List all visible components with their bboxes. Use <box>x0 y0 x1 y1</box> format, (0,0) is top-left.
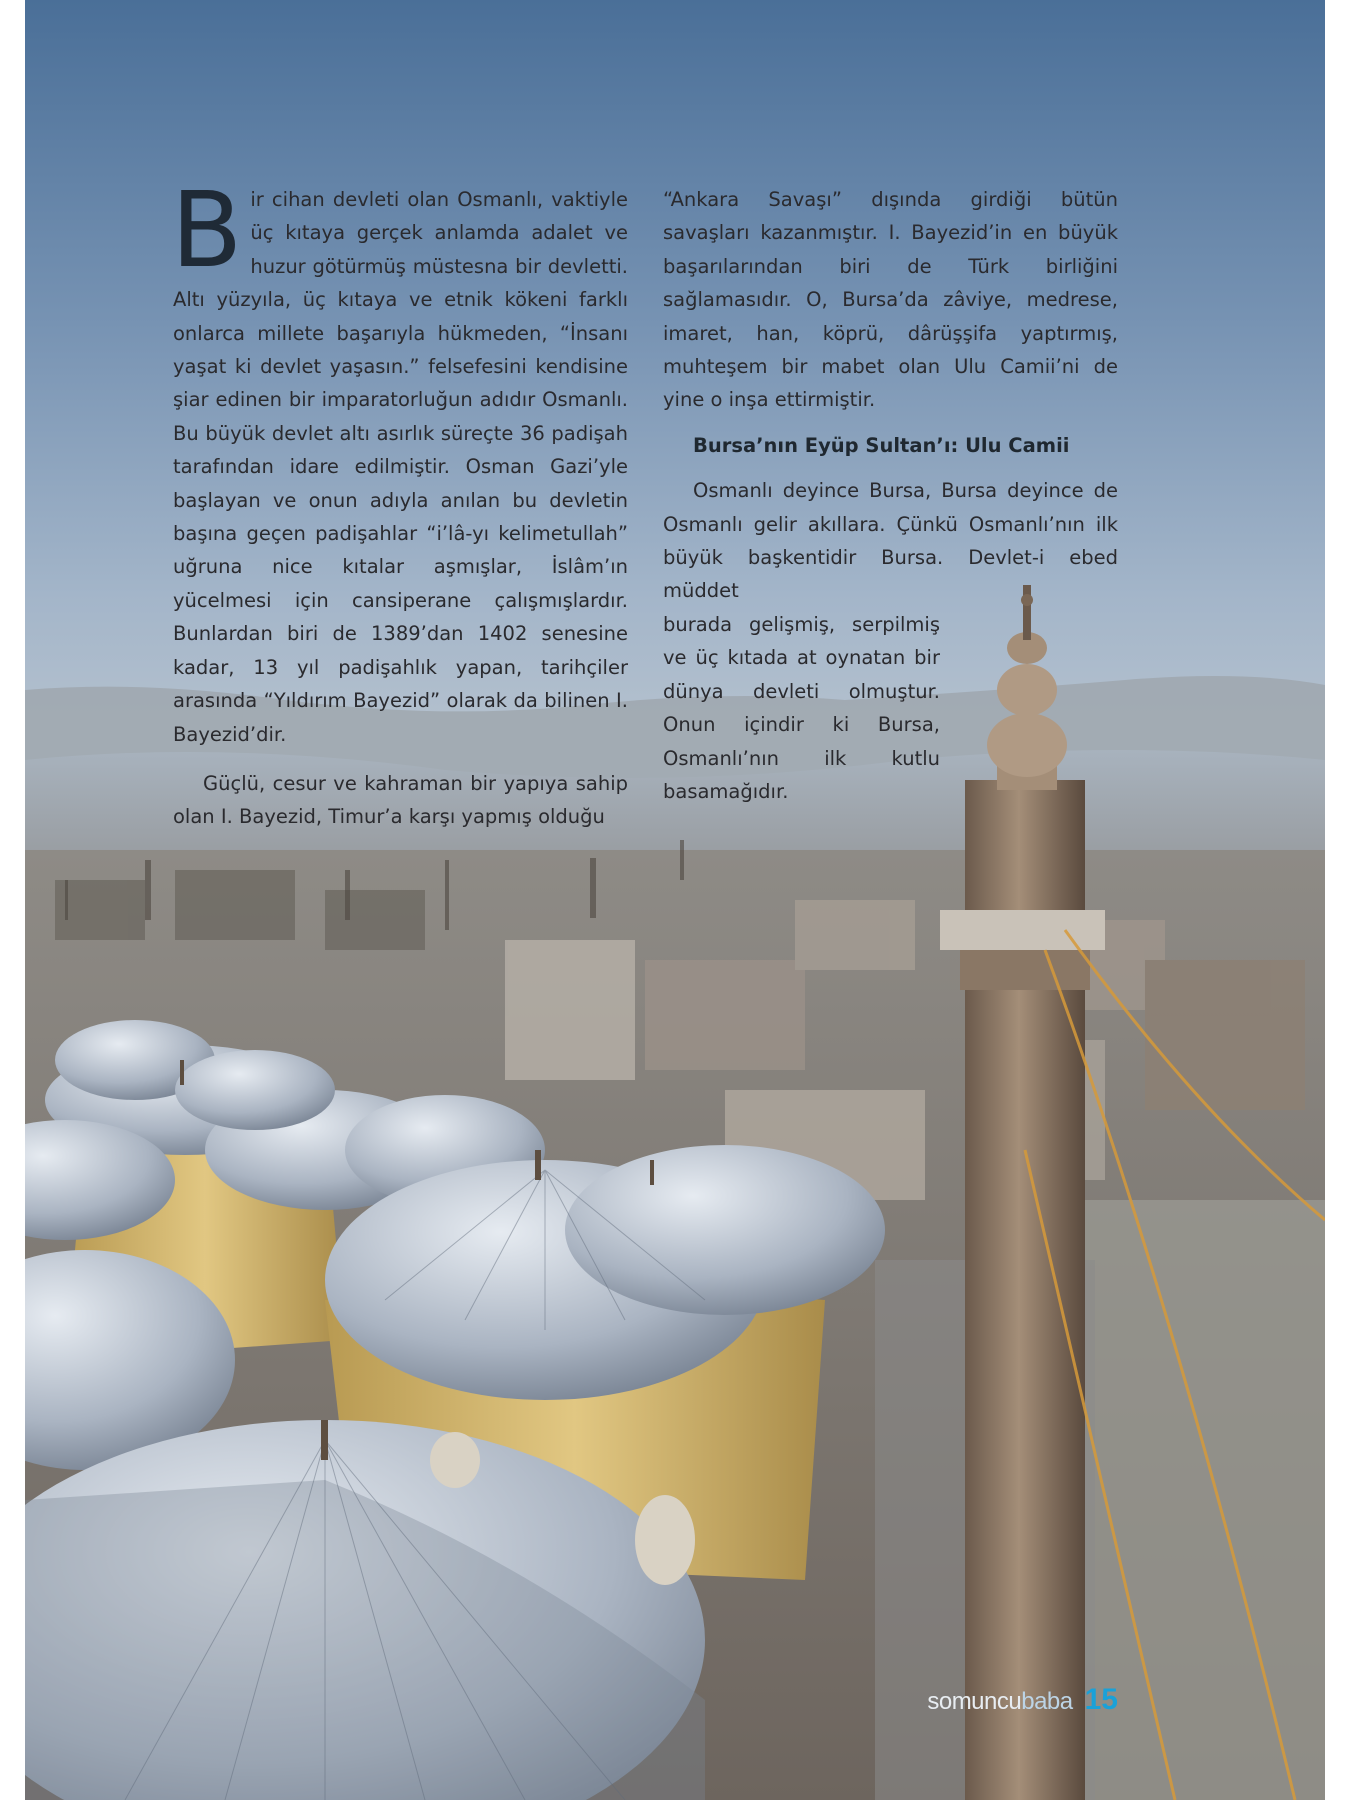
drop-cap: B <box>171 169 243 291</box>
bayezid-paragraph: Güçlü, cesur ve kahraman bir yapıya sahip olan I. Bayezid, Timur’a karşı yapmış olduğu <box>173 771 628 829</box>
ankara-paragraph: “Ankara Savaşı” dışında girdiği bütün savaşları kazanmıştır. I. Bayezid’in en büyük başarılarından biri de Türk birliğini sağlamasıdır. O, Bursa’da zâviye, medrese, imaret, han, köprü, dârüşşifa yaptırmış, muhteşem bir mabet olan Ulu Camii’ni de yine o inşa ettirmiştir. <box>663 188 1118 412</box>
logo-part-baba: baba <box>1021 1688 1073 1715</box>
intro-paragraph <box>171 169 628 751</box>
logo-part-somuncu: somuncu <box>927 1688 1022 1715</box>
article-right-column <box>663 183 1118 808</box>
bursa-paragraph-wide: Osmanlı deyince Bursa, Bursa deyince de Osmanlı gelir akıllara. Çünkü Osmanlı’nın ilk büyük başkentidir Bursa. Devlet-i ebed müddet <box>663 479 1118 603</box>
article-left-column <box>171 169 628 834</box>
magazine-logo <box>927 1688 1072 1716</box>
section-subheading: Bursa’nın Eyüp Sultan’ı: Ulu Camii <box>693 433 1070 457</box>
bursa-paragraph-narrow: burada gelişmiş, serpilmiş ve üç kıtada at oynatan bir dünya devleti olmuştur. Onun içindir ki Bursa, Osmanlı’nın ilk kutlu basamağıdır. <box>663 612 940 803</box>
page-footer <box>927 1683 1118 1723</box>
intro-paragraph-text: ir cihan devleti olan Osmanlı, vaktiyle üç kıtaya gerçek anlamda adalet ve huzur götürmüş müstesna bir devletti. Altı yüzyıla, üç kıtaya ve etnik kökeni farklı onlarca millete başarıyla hükmeden, “İnsanı yaşat ki devlet yaşasın.” felsefesini kendisine şiar edinen bir imparatorluğun adıdır Osmanlı. Bu büyük devlet altı asırlık süreçte 36 padişah tarafından idare edilmiştir. Osman Gazi’yle başlayan ve onun adıyla anılan bu devletin başına geçen padişahlar “i’lâ-yı kelimetullah” uğruna nice kıtalar aşmışlar, İslâm’ın yücelmesi için cansiperane çalışmışlardır. Bunlardan biri de 1389’dan 1402 senesine kadar, 13 yıl padişahlık yapan, tarihçiler arasında “Yıldırım Bayezid” olarak da bilinen I. Bayezid’dir. <box>173 188 628 746</box>
page-number: 15 <box>1084 1683 1118 1716</box>
